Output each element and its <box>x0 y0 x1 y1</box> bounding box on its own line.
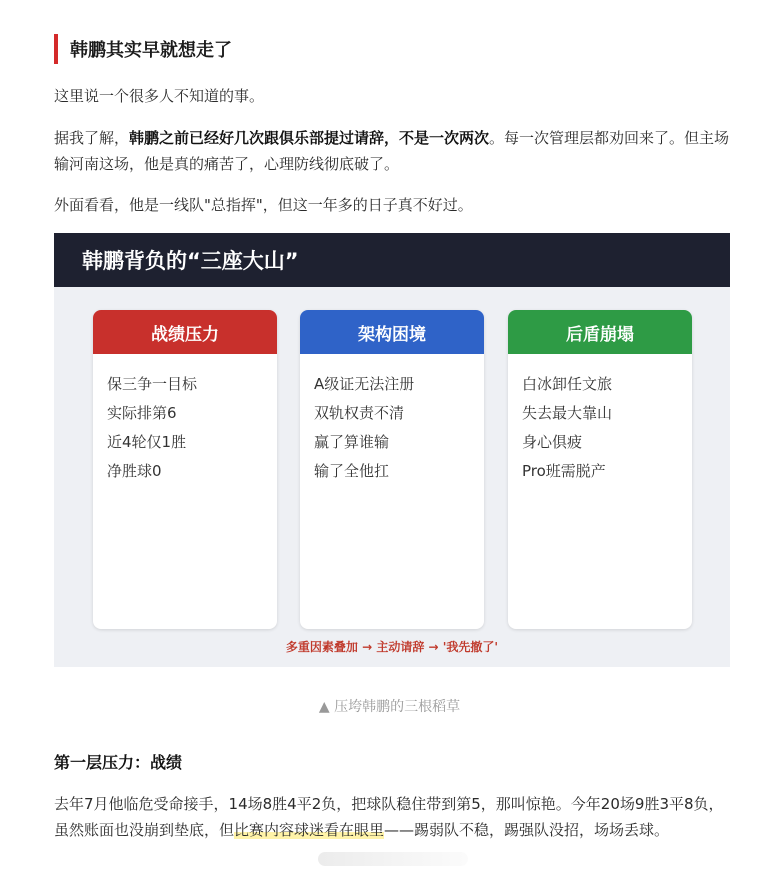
intro-paragraph: 这里说一个很多人不知道的事。 <box>54 87 265 105</box>
watermark-overlay <box>318 852 468 866</box>
highlighted-text: 比赛内容球迷看在眼里 <box>234 821 385 839</box>
card-item: 保三争一目标 <box>107 375 198 393</box>
performance-paragraph <box>54 791 734 843</box>
resignation-lead: 据我了解， <box>54 129 130 147</box>
figure-title: 韩鹏背负的“三座大山” <box>54 233 730 287</box>
card-item: 双轨权责不清 <box>314 404 405 422</box>
card-item: 白冰卸任文旅 <box>522 375 613 393</box>
three-mountains-figure <box>54 233 730 667</box>
card-structure-dilemma <box>300 310 484 629</box>
card-performance-pressure <box>93 310 277 629</box>
card-item: 身心俱疲 <box>522 433 583 451</box>
card-item: 输了全他扛 <box>314 462 390 480</box>
card-item: 赢了算谁输 <box>314 433 390 451</box>
card-item: A级证无法注册 <box>314 375 415 393</box>
card-item: 实际排第6 <box>107 404 177 422</box>
context-paragraph: 外面看看，他是一线队"总指挥"，但这一年多的日子真不好过。 <box>54 196 473 214</box>
section-title: 韩鹏其实早就想走了 <box>54 34 232 64</box>
card-title: 战绩压力 <box>93 310 277 354</box>
figure-caption: ▲ 压垮韩鹏的三根稻草 <box>318 699 461 715</box>
resignation-bold-text: 韩鹏之前已经好几次跟俱乐部提过请辞，不是一次两次 <box>129 129 490 147</box>
card-list <box>508 354 692 486</box>
performance-text-before: 去年7月他临危受命接手，14场8胜4平2负，把球队稳住带到第5，那叫惊艳。今年20场9胜3平8负，虽然账面也没崩到垫底，但 <box>54 795 724 839</box>
performance-text-after: ——踢弱队不稳，踢强队没招，场场丢球。 <box>384 821 670 839</box>
resignation-paragraph <box>54 125 734 177</box>
card-list <box>93 354 277 486</box>
card-item: 净胜球0 <box>107 462 162 480</box>
card-item: 近4轮仅1胜 <box>107 433 187 451</box>
figure-footer: 多重因素叠加 → 主动请辞 → '我先撤了' <box>285 640 499 654</box>
card-title: 后盾崩塌 <box>508 310 692 354</box>
card-item: 失去最大靠山 <box>522 404 613 422</box>
subsection-heading: 第一层压力：战绩 <box>54 753 183 772</box>
card-list <box>300 354 484 486</box>
card-title: 架构困境 <box>300 310 484 354</box>
resignation-rest: 。每一次管理层都劝回来了。但主场输河南这场，他是真的痛苦了，心理防线彻底破了。 <box>54 129 730 173</box>
card-backing-collapse <box>508 310 692 629</box>
card-item: Pro班需脱产 <box>522 462 606 480</box>
